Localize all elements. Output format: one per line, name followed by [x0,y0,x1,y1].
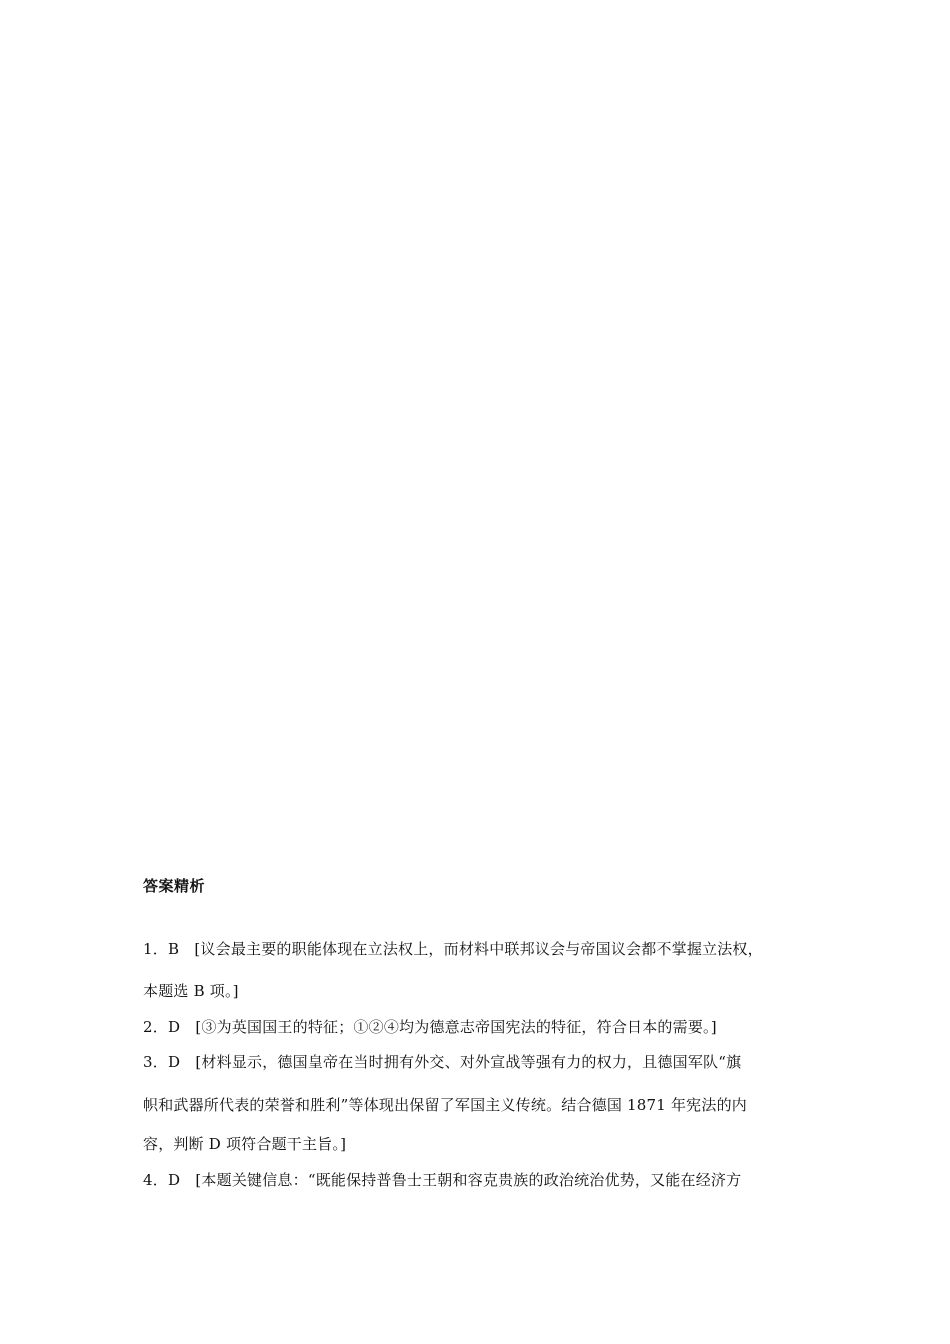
answer-2-line-1: 2．D [③为英国国王的特征；①②④均为德意志帝国宪法的特征，符合日本的需要。] [143,1018,717,1036]
answer-3-line-3: 容，判断 D 项符合题干主旨。] [143,1135,347,1153]
answer-3-line-1: 3．D [材料显示，德国皇帝在当时拥有外交、对外宣战等强有力的权力，且德国军队“旗 [143,1053,742,1071]
answer-3-line-2: 帜和武器所代表的荣誉和胜利”等体现出保留了军国主义传统。结合德国 1871 年宪法的内 [143,1096,747,1114]
section-heading: 答案精析 [143,877,206,895]
answer-1-line-2: 本题选 B 项。] [143,982,239,1000]
answer-4-line-1: 4．D [本题关键信息：“既能保持普鲁士王朝和容克贵族的政治统治优势，又能在经济方 [143,1171,742,1189]
answer-1-line-1: 1．B [议会最主要的职能体现在立法权上，而材料中联邦议会与帝国议会都不掌握立法权， [143,940,763,958]
